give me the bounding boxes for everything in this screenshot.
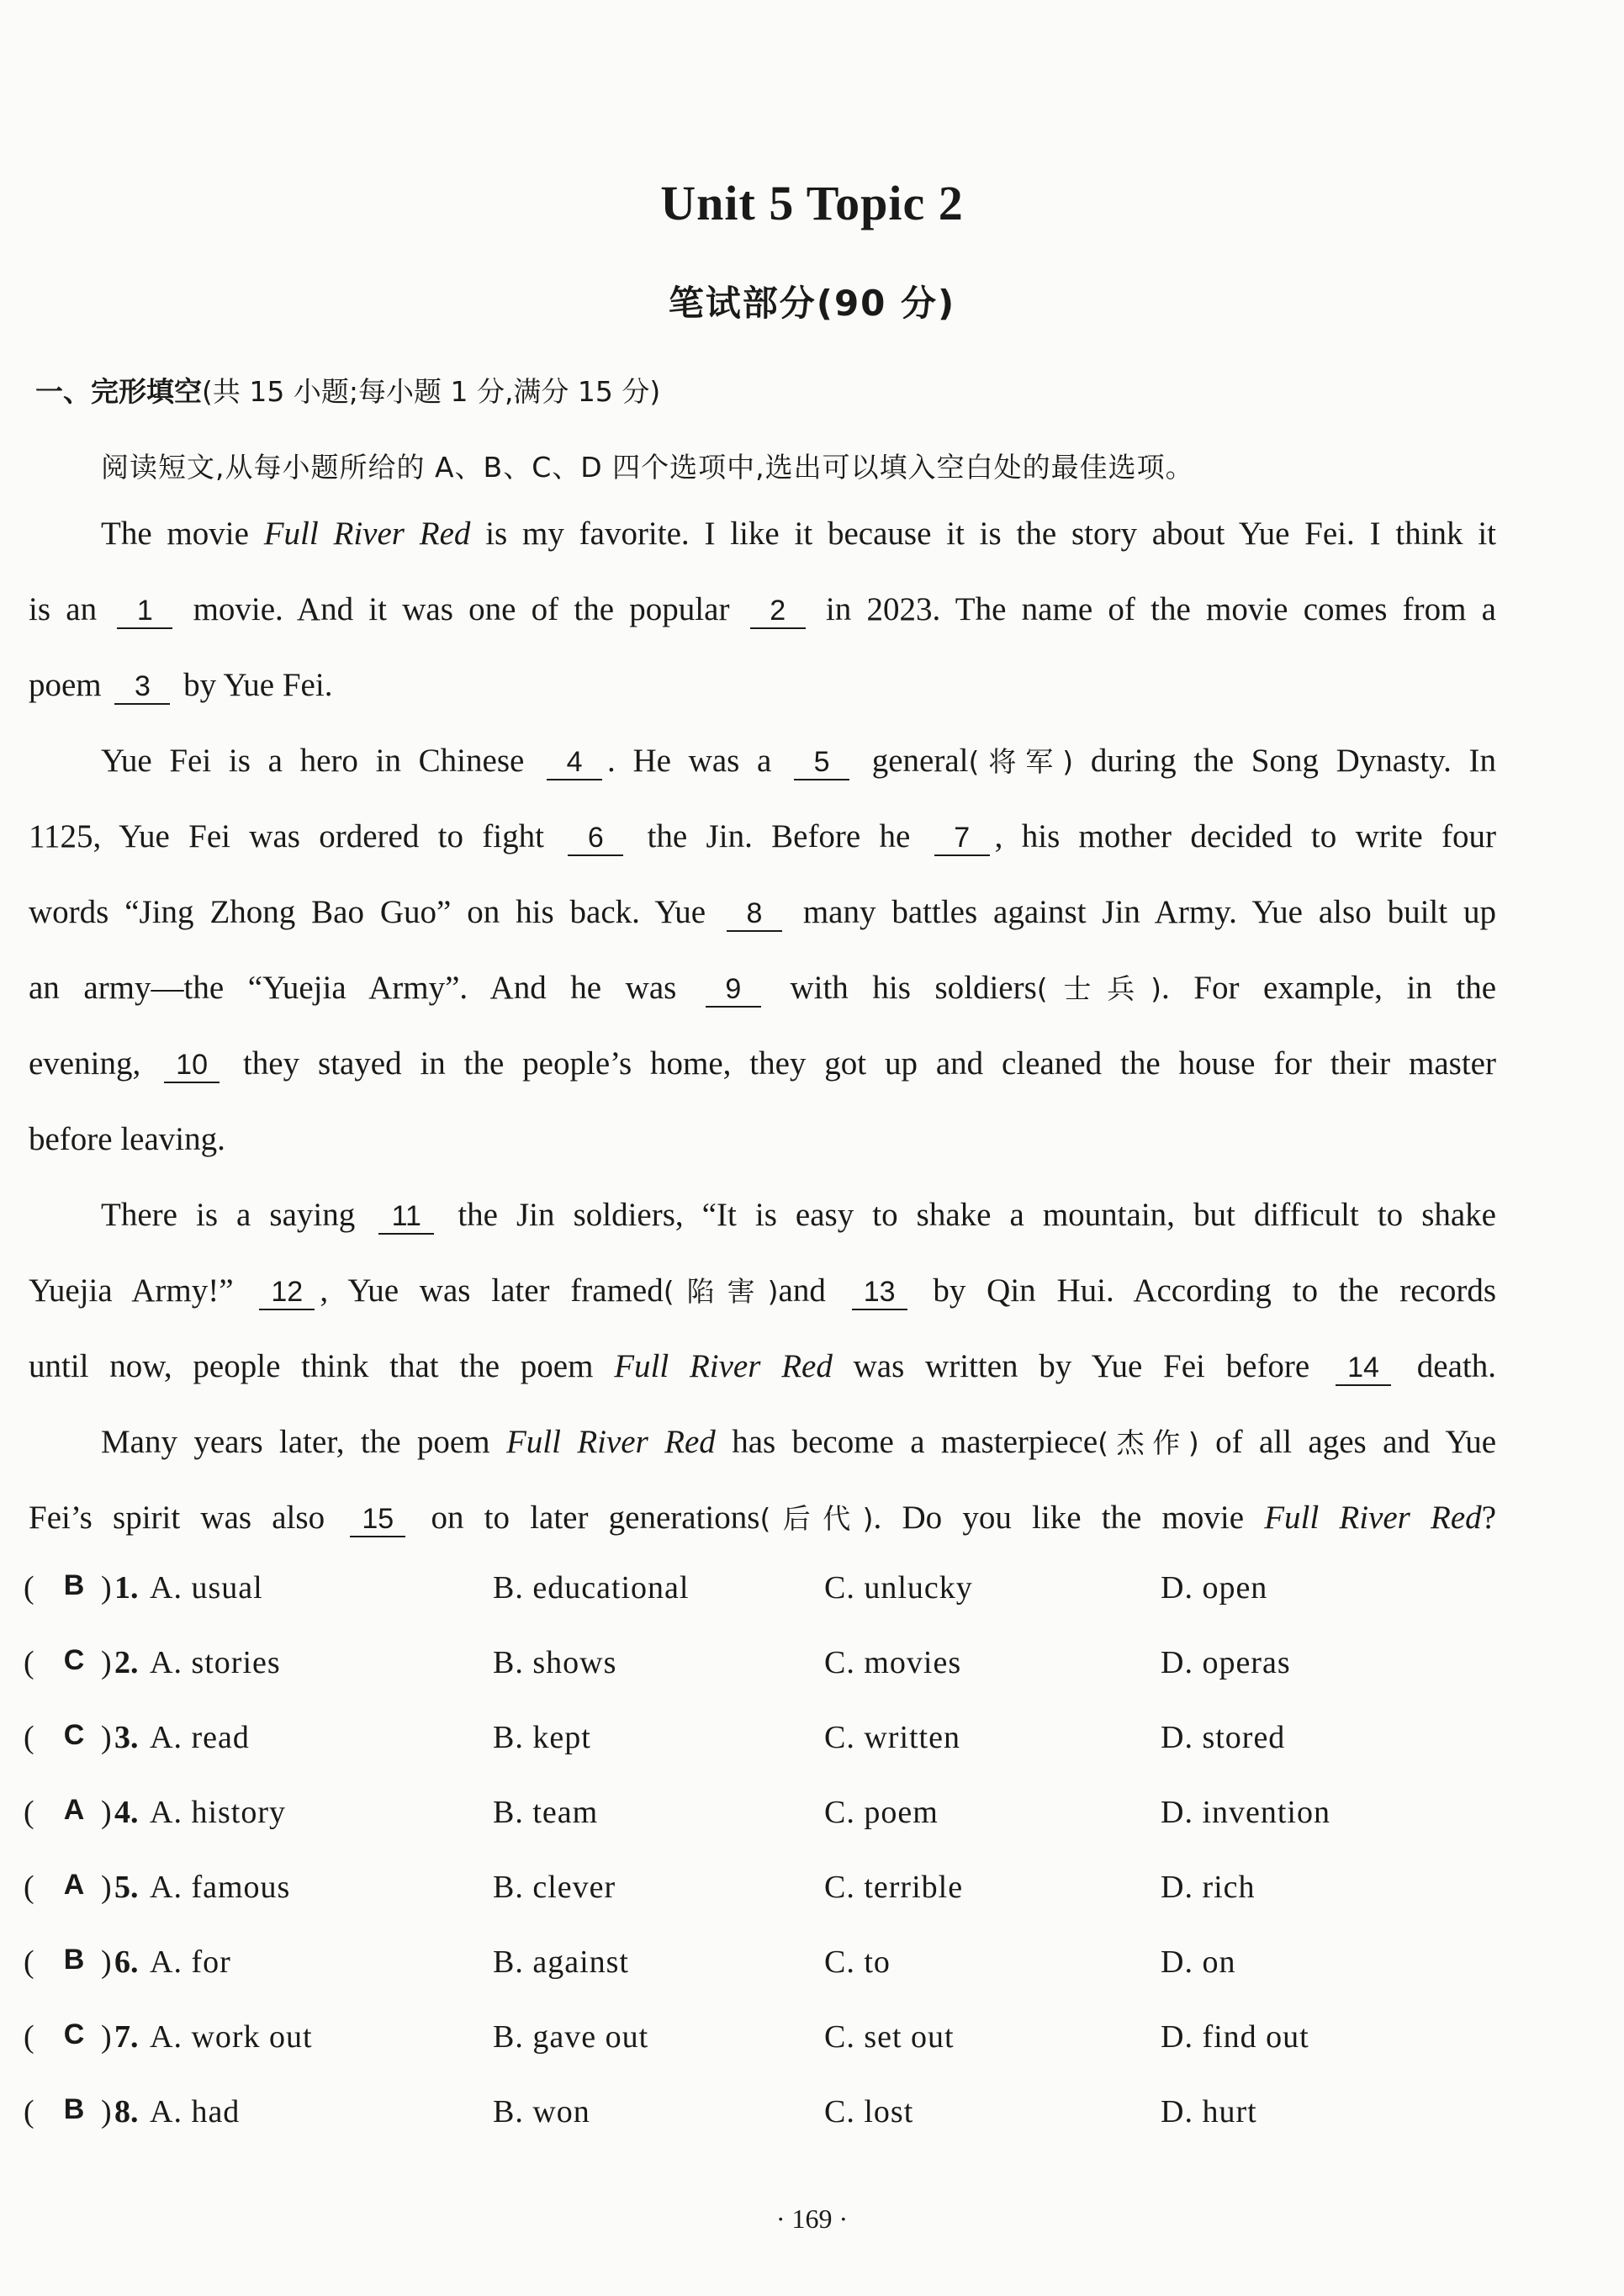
- passage-line: Yuejia Army!” 12 , Yue was later framed(陷害)and 13 by Qin Hui. According to the records: [29, 1272, 1497, 1309]
- blank-10: 10: [164, 1048, 220, 1083]
- answer-mark: A: [63, 1869, 85, 1901]
- section-subtitle: 笔试部分(90 分): [668, 283, 956, 324]
- question-row: ( B ) 1. A. usual B. educational C. unlucky D. open: [24, 1569, 1268, 1606]
- passage-line: There is a saying 11 the Jin soldiers, “It is easy to shake a mountain, but difficult to shake: [101, 1197, 1496, 1233]
- question-row: ( A ) 4. A. history B. team C. poem D. invention: [24, 1794, 1330, 1830]
- option-d: D. on: [1161, 1944, 1236, 1980]
- question-row: ( B ) 8. A. had B. won C. lost D. hurt: [24, 2093, 1257, 2129]
- blank-14: 14: [1336, 1351, 1391, 1386]
- blank-3: 3: [114, 669, 170, 705]
- answer-mark: B: [63, 2093, 85, 2125]
- question-row: ( C ) 7. A. work out B. gave out C. set out D. find out: [24, 2018, 1309, 2055]
- option-c: C. lost: [824, 2094, 914, 2129]
- option-a: A. usual: [150, 1570, 263, 1606]
- option-a: A. read: [150, 1720, 250, 1755]
- option-b: B. kept: [493, 1720, 591, 1755]
- question-row: ( B ) 6. A. for B. against C. to D. on: [24, 1944, 1236, 1980]
- blank-15: 15: [350, 1502, 405, 1537]
- passage-line: 1125, Yue Fei was ordered to fight 6 the Jin. Before he 7 , his mother decided to write four: [29, 818, 1496, 854]
- option-a: A. for: [150, 1944, 231, 1980]
- option-d: D. stored: [1161, 1720, 1286, 1755]
- answer-mark: C: [63, 1719, 85, 1751]
- option-b: B. shows: [493, 1645, 617, 1680]
- answer-mark: C: [63, 1644, 85, 1676]
- option-d: D. hurt: [1161, 2094, 1257, 2129]
- option-c: C. written: [824, 1720, 960, 1755]
- page-number: · 169 ·: [775, 2203, 849, 2234]
- passage-line: an army—the “Yuejia Army”. And he was 9 with his soldiers(士兵). For example, in the: [29, 970, 1497, 1006]
- option-a: A. had: [150, 2094, 241, 2129]
- option-b: B. educational: [493, 1570, 690, 1606]
- answer-mark: A: [63, 1794, 85, 1826]
- option-d: D. invention: [1161, 1795, 1330, 1830]
- option-c: C. to: [824, 1944, 891, 1980]
- option-c: C. poem: [824, 1795, 939, 1830]
- option-d: D. open: [1161, 1570, 1268, 1606]
- blank-9: 9: [706, 972, 761, 1008]
- option-b: B. won: [493, 2094, 590, 2129]
- answer-mark: B: [63, 1944, 85, 1976]
- question-row: ( C ) 3. A. read B. kept C. written D. stored: [24, 1719, 1286, 1755]
- passage-line: Yue Fei is a hero in Chinese 4 . He was a 5 general(将军) during the Song Dynasty. In: [101, 743, 1497, 779]
- option-b: B. against: [493, 1944, 629, 1980]
- option-c: C. unlucky: [824, 1570, 973, 1606]
- blank-1: 1: [117, 594, 172, 629]
- answer-mark: C: [63, 2018, 85, 2050]
- option-b: B. team: [493, 1795, 599, 1830]
- question-row: ( C ) 2. A. stories B. shows C. movies D. operas: [24, 1644, 1291, 1680]
- option-a: A. work out: [150, 2019, 313, 2055]
- blank-12: 12: [259, 1275, 315, 1310]
- option-a: A. history: [150, 1795, 286, 1830]
- answer-mark: B: [63, 1569, 85, 1601]
- blank-2: 2: [750, 594, 806, 629]
- option-c: C. movies: [824, 1645, 962, 1680]
- passage-line: is an 1 movie. And it was one of the popular 2 in 2023. The name of the movie comes from a: [29, 591, 1496, 627]
- option-d: D. operas: [1161, 1645, 1291, 1680]
- option-b: B. clever: [493, 1870, 616, 1905]
- blank-7: 7: [934, 821, 990, 856]
- question-row: ( A ) 5. A. famous B. clever C. terrible D. rich: [24, 1869, 1256, 1905]
- option-c: C. set out: [824, 2019, 955, 2055]
- section-head-label: 一、完形填空: [35, 375, 202, 408]
- page-title: Unit 5 Topic 2: [660, 176, 964, 230]
- passage-line: Many years later, the poem Full River Red has become a masterpiece(杰作) of all ages and Yue: [101, 1424, 1496, 1460]
- movie-title: Full River Red: [263, 516, 471, 552]
- blank-4: 4: [547, 745, 602, 780]
- blank-8: 8: [727, 897, 782, 932]
- section-heading: [35, 370, 660, 410]
- passage-line: words “Jing Zhong Bao Guo” on his back. Yue 8 many battles against Jin Army. Yue also built up: [29, 894, 1496, 930]
- blank-13: 13: [852, 1275, 907, 1310]
- option-d: D. find out: [1161, 2019, 1309, 2055]
- option-a: A. famous: [150, 1870, 291, 1905]
- option-c: C. terrible: [824, 1870, 964, 1905]
- option-b: B. gave out: [493, 2019, 649, 2055]
- option-d: D. rich: [1161, 1870, 1256, 1905]
- blank-11: 11: [378, 1199, 434, 1235]
- option-a: A. stories: [150, 1645, 281, 1680]
- instruction-text: 阅读短文,从每小题所给的 A、B、C、D 四个选项中,选出可以填入空白处的最佳选项。: [101, 451, 1194, 484]
- blank-6: 6: [568, 821, 623, 856]
- passage-line: poem 3 by Yue Fei.: [29, 667, 333, 703]
- movie-title: Full River Red: [505, 1424, 716, 1460]
- passage-line: before leaving.: [29, 1121, 225, 1157]
- passage-line: until now, people think that the poem Full River Red was written by Yue Fei before 14 death.: [29, 1348, 1496, 1384]
- blank-5: 5: [794, 745, 849, 780]
- passage-line: The movie Full River Red is my favorite. I like it because it is the story about Yue Fei. I think it: [101, 516, 1496, 552]
- movie-title: Full River Red: [1264, 1500, 1482, 1536]
- section-info: (共 15 小题;每小题 1 分,满分 15 分): [202, 375, 661, 408]
- passage-line: evening, 10 they stayed in the people’s home, they got up and cleaned the house for their master: [29, 1045, 1496, 1082]
- passage-line: Fei’s spirit was also 15 on to later generations(后代). Do you like the movie Full River Red?: [29, 1500, 1496, 1536]
- movie-title: Full River Red: [614, 1348, 833, 1384]
